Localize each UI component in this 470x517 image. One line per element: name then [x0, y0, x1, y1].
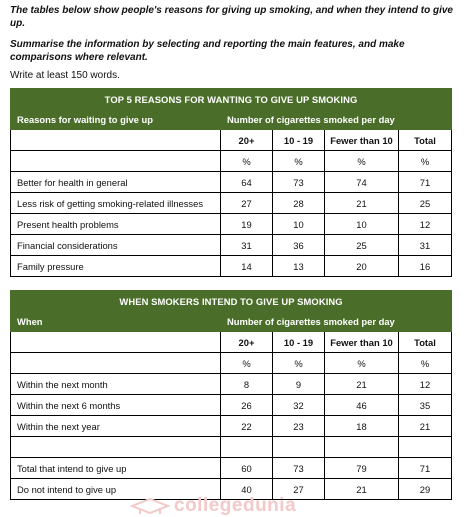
- empty-cell: [11, 353, 221, 374]
- value-cell: 12: [399, 374, 452, 395]
- unit-cell: %: [221, 151, 273, 172]
- value-cell: 28: [273, 193, 325, 214]
- table-row: [11, 214, 452, 235]
- empty-cell: [11, 437, 221, 458]
- table-row: [11, 374, 452, 395]
- task-description: The tables below show people's reasons for giving up smoking, and when they intend to give up.: [10, 5, 453, 29]
- value-cell: 31: [221, 235, 273, 256]
- row-label: Within the next 6 months: [11, 395, 221, 416]
- value-cell: 25: [399, 193, 452, 214]
- table-row: [11, 416, 452, 437]
- empty-cell: [399, 437, 452, 458]
- word-count-instruction: Write at least 150 words.: [10, 70, 120, 81]
- table-title: TOP 5 REASONS FOR WANTING TO GIVE UP SMOKING: [11, 89, 452, 110]
- row-label: Family pressure: [11, 256, 221, 277]
- value-cell: 21: [325, 193, 399, 214]
- value-cell: 12: [399, 214, 452, 235]
- unit-cell: %: [273, 151, 325, 172]
- column-header: Fewer than 10: [325, 130, 399, 151]
- value-cell: 64: [221, 172, 273, 193]
- reasons-table: [10, 88, 452, 277]
- watermark-text: collegedunia: [174, 495, 297, 516]
- column-header: 20+: [221, 130, 273, 151]
- table-row: [11, 172, 452, 193]
- intentions-table: [10, 290, 452, 500]
- value-cell: 14: [221, 256, 273, 277]
- table-row: [11, 235, 452, 256]
- value-cell: 32: [273, 395, 325, 416]
- unit-cell: %: [325, 151, 399, 172]
- value-cell: 60: [221, 458, 273, 479]
- value-cell: 8: [221, 374, 273, 395]
- row-label: Better for health in general: [11, 172, 221, 193]
- unit-cell: %: [399, 353, 452, 374]
- column-header: Total: [399, 130, 452, 151]
- value-cell: 9: [273, 374, 325, 395]
- row-label-header: Reasons for waiting to give up: [11, 110, 221, 130]
- value-cell: 22: [221, 416, 273, 437]
- value-cell: 10: [325, 214, 399, 235]
- value-cell: 21: [399, 416, 452, 437]
- spacer-row: [11, 437, 452, 458]
- empty-cell: [11, 332, 221, 353]
- value-cell: 35: [399, 395, 452, 416]
- column-header: 10 - 19: [273, 332, 325, 353]
- graduation-cap-logo-icon: [130, 497, 170, 515]
- value-cell: 27: [273, 479, 325, 500]
- value-cell: 13: [273, 256, 325, 277]
- unit-cell: %: [273, 353, 325, 374]
- value-cell: 71: [399, 172, 452, 193]
- column-header: Fewer than 10: [325, 332, 399, 353]
- row-label: Less risk of getting smoking-related illnesses: [11, 193, 221, 214]
- row-label: Present health problems: [11, 214, 221, 235]
- value-cell: 25: [325, 235, 399, 256]
- table-title: WHEN SMOKERS INTEND TO GIVE UP SMOKING: [11, 291, 452, 312]
- value-cell: 73: [273, 458, 325, 479]
- table-row: [11, 193, 452, 214]
- table-row: [11, 458, 452, 479]
- row-label: Financial considerations: [11, 235, 221, 256]
- value-cell: 20: [325, 256, 399, 277]
- value-cell: 31: [399, 235, 452, 256]
- task-prompt: [10, 4, 460, 82]
- empty-cell: [11, 130, 221, 151]
- value-cell: 71: [399, 458, 452, 479]
- value-cell: 23: [273, 416, 325, 437]
- empty-cell: [273, 437, 325, 458]
- value-cell: 19: [221, 214, 273, 235]
- table-row: [11, 256, 452, 277]
- value-cell: 18: [325, 416, 399, 437]
- unit-cell: %: [221, 353, 273, 374]
- value-cell: 29: [399, 479, 452, 500]
- watermark: [130, 495, 370, 515]
- value-cell: 79: [325, 458, 399, 479]
- row-label-header: When: [11, 312, 221, 332]
- group-header: Number of cigarettes smoked per day: [221, 110, 452, 130]
- value-cell: 10: [273, 214, 325, 235]
- value-cell: 74: [325, 172, 399, 193]
- empty-cell: [325, 437, 399, 458]
- value-cell: 27: [221, 193, 273, 214]
- value-cell: 21: [325, 374, 399, 395]
- column-header: 10 - 19: [273, 130, 325, 151]
- value-cell: 36: [273, 235, 325, 256]
- value-cell: 73: [273, 172, 325, 193]
- unit-cell: %: [325, 353, 399, 374]
- column-header: 20+: [221, 332, 273, 353]
- value-cell: 26: [221, 395, 273, 416]
- row-label: Within the next month: [11, 374, 221, 395]
- row-label: Within the next year: [11, 416, 221, 437]
- row-label: Do not intend to give up: [11, 479, 221, 500]
- table-row: [11, 395, 452, 416]
- column-header: Total: [399, 332, 452, 353]
- unit-cell: %: [399, 151, 452, 172]
- value-cell: 46: [325, 395, 399, 416]
- value-cell: 16: [399, 256, 452, 277]
- task-instruction: Summarise the information by selecting and reporting the main features, and make comparisons where relevant.: [10, 39, 405, 63]
- value-cell: 21: [325, 479, 399, 500]
- row-label: Total that intend to give up: [11, 458, 221, 479]
- empty-cell: [221, 437, 273, 458]
- group-header: Number of cigarettes smoked per day: [221, 312, 452, 332]
- empty-cell: [11, 151, 221, 172]
- value-cell: 40: [221, 479, 273, 500]
